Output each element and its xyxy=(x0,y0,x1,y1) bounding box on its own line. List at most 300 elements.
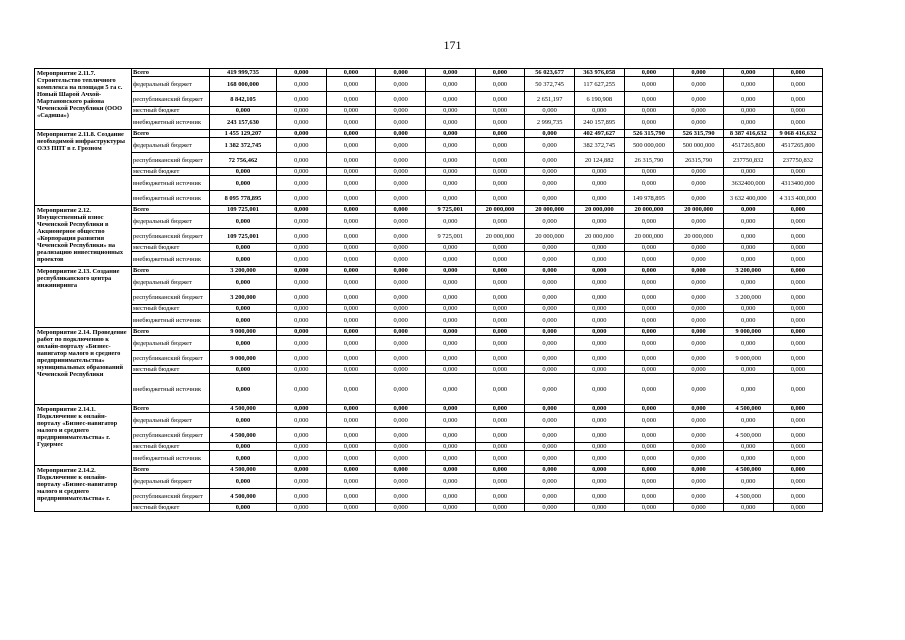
value-cell: 0,000 xyxy=(425,130,475,138)
value-cell: 0,000 xyxy=(475,466,525,474)
value-cell: 0,000 xyxy=(425,214,475,229)
value-cell: 0,000 xyxy=(773,374,823,405)
value-cell: 0,000 xyxy=(326,191,376,206)
value-cell: 0,000 xyxy=(326,313,376,328)
value-cell: 0,000 xyxy=(674,214,724,229)
value-cell: 0,000 xyxy=(773,107,823,115)
value-cell: 0,000 xyxy=(277,489,327,504)
value-cell: 0,000 xyxy=(574,328,624,336)
value-cell: 0,000 xyxy=(674,451,724,466)
funding-source: местный бюджет xyxy=(132,305,210,313)
value-cell: 0,000 xyxy=(376,77,426,92)
value-cell: 0,000 xyxy=(773,413,823,428)
value-cell: 0,000 xyxy=(574,504,624,512)
value-cell: 0,000 xyxy=(674,328,724,336)
value-cell: 0,000 xyxy=(326,107,376,115)
value-cell: 0,000 xyxy=(475,153,525,168)
value-cell: 0,000 xyxy=(674,374,724,405)
value-cell: 0,000 xyxy=(574,489,624,504)
value-cell: 0,000 xyxy=(624,252,674,267)
funding-source: федеральный бюджет xyxy=(132,77,210,92)
value-cell: 0,000 xyxy=(574,413,624,428)
value-cell: 0,000 xyxy=(425,413,475,428)
value-cell: 0,000 xyxy=(723,313,773,328)
value-cell: 0,000 xyxy=(277,214,327,229)
value-cell: 0,000 xyxy=(723,374,773,405)
value-cell: 0,000 xyxy=(773,366,823,374)
total-cell: 0,000 xyxy=(210,443,277,451)
total-cell: 4 500,000 xyxy=(210,428,277,443)
funding-source: республиканский бюджет xyxy=(132,489,210,504)
value-cell: 0,000 xyxy=(326,336,376,351)
value-cell: 0,000 xyxy=(525,405,575,413)
value-cell: 117 627,255 xyxy=(574,77,624,92)
funding-source: местный бюджет xyxy=(132,366,210,374)
value-cell: 0,000 xyxy=(723,168,773,176)
value-cell: 0,000 xyxy=(475,351,525,366)
value-cell: 0,000 xyxy=(376,313,426,328)
value-cell: 0,000 xyxy=(674,428,724,443)
value-cell: 0,000 xyxy=(376,489,426,504)
value-cell: 0,000 xyxy=(326,451,376,466)
value-cell: 0,000 xyxy=(277,504,327,512)
value-cell: 0,000 xyxy=(475,69,525,77)
value-cell: 0,000 xyxy=(475,138,525,153)
total-cell: 0,000 xyxy=(210,107,277,115)
total-cell: 0,000 xyxy=(210,451,277,466)
total-cell: 0,000 xyxy=(210,176,277,191)
value-cell: 0,000 xyxy=(277,275,327,290)
value-cell: 0,000 xyxy=(525,153,575,168)
value-cell: 0,000 xyxy=(674,413,724,428)
value-cell: 0,000 xyxy=(425,244,475,252)
value-cell: 0,000 xyxy=(475,176,525,191)
value-cell: 0,000 xyxy=(574,244,624,252)
total-cell: 0,000 xyxy=(210,214,277,229)
value-cell: 0,000 xyxy=(277,191,327,206)
value-cell: 0,000 xyxy=(425,77,475,92)
funding-source: федеральный бюджет xyxy=(132,214,210,229)
value-cell: 0,000 xyxy=(277,115,327,130)
value-cell: 0,000 xyxy=(773,290,823,305)
total-cell: 109 725,001 xyxy=(210,229,277,244)
value-cell: 0,000 xyxy=(574,374,624,405)
value-cell: 0,000 xyxy=(475,252,525,267)
value-cell: 0,000 xyxy=(376,336,426,351)
value-cell: 0,000 xyxy=(376,191,426,206)
value-cell: 0,000 xyxy=(376,130,426,138)
value-cell: 0,000 xyxy=(277,69,327,77)
measure-name: Мероприятие 2.14. Проведение работ по подключению к онлайн-порталу «Бизнес-навигатор малого и среднего предпринимательства» муниципальных образований Чеченской Республики xyxy=(35,328,132,405)
value-cell: 0,000 xyxy=(723,244,773,252)
value-cell: 0,000 xyxy=(674,466,724,474)
value-cell: 20 000,000 xyxy=(574,229,624,244)
value-cell: 0,000 xyxy=(326,489,376,504)
value-cell: 0,000 xyxy=(277,206,327,214)
funding-source: Всего xyxy=(132,130,210,138)
value-cell: 0,000 xyxy=(624,305,674,313)
value-cell: 0,000 xyxy=(525,451,575,466)
total-cell: 243 157,630 xyxy=(210,115,277,130)
value-cell: 0,000 xyxy=(376,229,426,244)
value-cell: 0,000 xyxy=(624,328,674,336)
value-cell: 0,000 xyxy=(723,92,773,107)
value-cell: 0,000 xyxy=(376,115,426,130)
value-cell: 0,000 xyxy=(624,489,674,504)
value-cell: 0,000 xyxy=(475,275,525,290)
value-cell: 0,000 xyxy=(574,267,624,275)
table-row xyxy=(35,275,873,290)
value-cell: 0,000 xyxy=(674,77,724,92)
value-cell: 50 372,745 xyxy=(525,77,575,92)
measure-name: Мероприятие 2.14.2. Подключение к онлайн-порталу «Бизнес-навигатор малого и среднего предпринимательства» г. xyxy=(35,466,132,512)
value-cell: 237750,832 xyxy=(723,153,773,168)
value-cell: 0,000 xyxy=(624,313,674,328)
value-cell: 0,000 xyxy=(773,244,823,252)
value-cell: 0,000 xyxy=(475,451,525,466)
value-cell: 0,000 xyxy=(326,77,376,92)
value-cell: 3 632 400,000 xyxy=(723,191,773,206)
value-cell: 6 190,908 xyxy=(574,92,624,107)
funding-source: федеральный бюджет xyxy=(132,474,210,489)
value-cell: 0,000 xyxy=(674,168,724,176)
value-cell: 20 000,000 xyxy=(574,206,624,214)
value-cell: 0,000 xyxy=(574,275,624,290)
value-cell: 20 000,000 xyxy=(475,206,525,214)
table-row xyxy=(35,168,873,176)
funding-source: республиканский бюджет xyxy=(132,92,210,107)
value-cell: 0,000 xyxy=(326,252,376,267)
value-cell: 0,000 xyxy=(624,413,674,428)
value-cell: 0,000 xyxy=(326,275,376,290)
value-cell: 3 200,000 xyxy=(723,267,773,275)
table-row xyxy=(35,130,873,138)
value-cell: 20 000,000 xyxy=(624,206,674,214)
value-cell: 0,000 xyxy=(773,305,823,313)
value-cell: 0,000 xyxy=(674,366,724,374)
value-cell: 526 315,790 xyxy=(674,130,724,138)
total-cell: 0,000 xyxy=(210,504,277,512)
value-cell: 0,000 xyxy=(574,351,624,366)
value-cell: 4 500,000 xyxy=(723,466,773,474)
value-cell: 0,000 xyxy=(624,451,674,466)
value-cell: 0,000 xyxy=(574,252,624,267)
value-cell: 0,000 xyxy=(525,474,575,489)
value-cell: 0,000 xyxy=(326,206,376,214)
funding-source: республиканский бюджет xyxy=(132,153,210,168)
value-cell: 0,000 xyxy=(425,328,475,336)
value-cell: 0,000 xyxy=(475,413,525,428)
value-cell: 0,000 xyxy=(674,275,724,290)
value-cell: 26 315,790 xyxy=(624,153,674,168)
value-cell: 9 725,001 xyxy=(425,206,475,214)
value-cell: 0,000 xyxy=(525,336,575,351)
funding-source: местный бюджет xyxy=(132,107,210,115)
value-cell: 0,000 xyxy=(277,328,327,336)
value-cell: 0,000 xyxy=(475,168,525,176)
value-cell: 0,000 xyxy=(525,313,575,328)
value-cell: 0,000 xyxy=(425,115,475,130)
value-cell: 0,000 xyxy=(525,374,575,405)
value-cell: 0,000 xyxy=(525,466,575,474)
value-cell: 0,000 xyxy=(326,130,376,138)
value-cell: 0,000 xyxy=(376,413,426,428)
value-cell: 0,000 xyxy=(525,176,575,191)
value-cell: 0,000 xyxy=(425,92,475,107)
value-cell: 56 023,677 xyxy=(525,69,575,77)
value-cell: 0,000 xyxy=(674,244,724,252)
value-cell: 0,000 xyxy=(574,366,624,374)
value-cell: 0,000 xyxy=(624,244,674,252)
measure-name: Мероприятие 2.11.8. Создание необходимой инфраструктуры ОЭЗ ППТ в г. Грозном xyxy=(35,130,132,206)
value-cell: 402 497,627 xyxy=(574,130,624,138)
funding-source: федеральный бюджет xyxy=(132,336,210,351)
funding-source: Всего xyxy=(132,206,210,214)
value-cell: 0,000 xyxy=(277,451,327,466)
funding-source: внебюджетный источник xyxy=(132,374,210,405)
value-cell: 0,000 xyxy=(376,275,426,290)
table-row xyxy=(35,206,873,214)
funding-source: внебюджетный источник xyxy=(132,313,210,328)
value-cell: 0,000 xyxy=(277,92,327,107)
funding-source: федеральный бюджет xyxy=(132,138,210,153)
value-cell: 0,000 xyxy=(624,168,674,176)
value-cell: 0,000 xyxy=(326,405,376,413)
value-cell: 0,000 xyxy=(326,176,376,191)
total-cell: 0,000 xyxy=(210,336,277,351)
value-cell: 382 372,745 xyxy=(574,138,624,153)
value-cell: 0,000 xyxy=(624,474,674,489)
value-cell: 4 313 400,000 xyxy=(773,191,823,206)
value-cell: 0,000 xyxy=(773,229,823,244)
value-cell: 0,000 xyxy=(475,336,525,351)
total-cell: 9 000,000 xyxy=(210,328,277,336)
total-cell: 4 500,000 xyxy=(210,489,277,504)
value-cell: 0,000 xyxy=(277,244,327,252)
total-cell: 0,000 xyxy=(210,474,277,489)
total-cell: 8 095 778,895 xyxy=(210,191,277,206)
table-row xyxy=(35,107,873,115)
value-cell: 0,000 xyxy=(425,374,475,405)
value-cell: 0,000 xyxy=(475,290,525,305)
value-cell: 2 999,735 xyxy=(525,115,575,130)
table-row xyxy=(35,191,873,206)
value-cell: 9 000,000 xyxy=(723,351,773,366)
table-row xyxy=(35,504,873,512)
value-cell: 0,000 xyxy=(326,153,376,168)
value-cell: 0,000 xyxy=(376,451,426,466)
funding-source: внебюджетный источник xyxy=(132,176,210,191)
value-cell: 0,000 xyxy=(475,328,525,336)
value-cell: 0,000 xyxy=(723,229,773,244)
value-cell: 0,000 xyxy=(674,252,724,267)
value-cell: 0,000 xyxy=(376,290,426,305)
value-cell: 0,000 xyxy=(326,69,376,77)
value-cell: 0,000 xyxy=(723,443,773,451)
value-cell: 0,000 xyxy=(525,443,575,451)
total-cell: 3 200,000 xyxy=(210,267,277,275)
value-cell: 0,000 xyxy=(674,405,724,413)
funding-source: внебюджетный источник xyxy=(132,115,210,130)
value-cell: 0,000 xyxy=(326,374,376,405)
value-cell: 0,000 xyxy=(674,176,724,191)
value-cell: 0,000 xyxy=(674,305,724,313)
value-cell: 0,000 xyxy=(624,374,674,405)
value-cell: 0,000 xyxy=(624,405,674,413)
value-cell: 0,000 xyxy=(773,443,823,451)
value-cell: 0,000 xyxy=(425,153,475,168)
total-cell: 4 500,000 xyxy=(210,466,277,474)
value-cell: 0,000 xyxy=(425,351,475,366)
value-cell: 4 500,000 xyxy=(723,428,773,443)
value-cell: 0,000 xyxy=(773,474,823,489)
value-cell: 0,000 xyxy=(277,267,327,275)
funding-source: Всего xyxy=(132,405,210,413)
value-cell: 0,000 xyxy=(425,336,475,351)
value-cell: 0,000 xyxy=(425,138,475,153)
value-cell: 0,000 xyxy=(574,336,624,351)
table-row xyxy=(35,451,873,466)
value-cell: 0,000 xyxy=(624,351,674,366)
value-cell: 0,000 xyxy=(773,214,823,229)
value-cell: 0,000 xyxy=(425,466,475,474)
funding-source: местный бюджет xyxy=(132,443,210,451)
value-cell: 0,000 xyxy=(277,229,327,244)
funding-source: местный бюджет xyxy=(132,244,210,252)
value-cell: 0,000 xyxy=(723,366,773,374)
value-cell: 0,000 xyxy=(525,489,575,504)
value-cell: 0,000 xyxy=(674,474,724,489)
total-cell: 1 455 129,207 xyxy=(210,130,277,138)
value-cell: 0,000 xyxy=(624,267,674,275)
value-cell: 0,000 xyxy=(624,176,674,191)
value-cell: 0,000 xyxy=(425,107,475,115)
value-cell: 26315,790 xyxy=(674,153,724,168)
value-cell: 2 651,197 xyxy=(525,92,575,107)
value-cell: 0,000 xyxy=(475,489,525,504)
value-cell: 0,000 xyxy=(425,474,475,489)
value-cell: 0,000 xyxy=(425,69,475,77)
value-cell: 0,000 xyxy=(525,504,575,512)
value-cell: 0,000 xyxy=(773,267,823,275)
value-cell: 0,000 xyxy=(475,115,525,130)
value-cell: 0,000 xyxy=(376,138,426,153)
table-row xyxy=(35,405,873,413)
value-cell: 0,000 xyxy=(425,267,475,275)
value-cell: 0,000 xyxy=(525,328,575,336)
value-cell: 0,000 xyxy=(277,290,327,305)
value-cell: 0,000 xyxy=(376,466,426,474)
value-cell: 0,000 xyxy=(475,191,525,206)
value-cell: 0,000 xyxy=(624,92,674,107)
value-cell: 0,000 xyxy=(624,214,674,229)
value-cell: 0,000 xyxy=(624,115,674,130)
value-cell: 0,000 xyxy=(376,107,426,115)
table-row xyxy=(35,489,873,504)
value-cell: 0,000 xyxy=(425,451,475,466)
value-cell: 0,000 xyxy=(574,428,624,443)
value-cell: 0,000 xyxy=(277,176,327,191)
value-cell: 0,000 xyxy=(277,366,327,374)
table-row xyxy=(35,252,873,267)
value-cell: 0,000 xyxy=(624,466,674,474)
value-cell: 0,000 xyxy=(624,77,674,92)
value-cell: 0,000 xyxy=(376,206,426,214)
value-cell: 0,000 xyxy=(277,474,327,489)
table-row xyxy=(35,69,873,77)
value-cell: 0,000 xyxy=(674,191,724,206)
funding-source: Всего xyxy=(132,466,210,474)
value-cell: 0,000 xyxy=(773,328,823,336)
value-cell: 0,000 xyxy=(525,107,575,115)
value-cell: 9 725,001 xyxy=(425,229,475,244)
value-cell: 0,000 xyxy=(773,466,823,474)
value-cell: 0,000 xyxy=(574,405,624,413)
value-cell: 0,000 xyxy=(773,489,823,504)
value-cell: 0,000 xyxy=(525,290,575,305)
value-cell: 0,000 xyxy=(475,92,525,107)
value-cell: 0,000 xyxy=(376,153,426,168)
value-cell: 0,000 xyxy=(624,290,674,305)
value-cell: 20 000,000 xyxy=(624,229,674,244)
funding-source: Всего xyxy=(132,328,210,336)
value-cell: 0,000 xyxy=(376,92,426,107)
value-cell: 4 500,000 xyxy=(723,405,773,413)
table-row xyxy=(35,138,873,153)
total-cell: 168 000,000 xyxy=(210,77,277,92)
value-cell: 0,000 xyxy=(376,428,426,443)
value-cell: 0,000 xyxy=(425,428,475,443)
value-cell: 0,000 xyxy=(525,138,575,153)
value-cell: 0,000 xyxy=(723,77,773,92)
value-cell: 0,000 xyxy=(574,214,624,229)
value-cell: 0,000 xyxy=(723,115,773,130)
value-cell: 0,000 xyxy=(674,351,724,366)
value-cell: 0,000 xyxy=(773,504,823,512)
value-cell: 0,000 xyxy=(773,168,823,176)
total-cell: 0,000 xyxy=(210,252,277,267)
funding-source: внебюджетный источник xyxy=(132,451,210,466)
value-cell: 0,000 xyxy=(674,336,724,351)
value-cell: 0,000 xyxy=(773,69,823,77)
value-cell: 20 000,000 xyxy=(674,206,724,214)
funding-source: республиканский бюджет xyxy=(132,351,210,366)
value-cell: 0,000 xyxy=(773,92,823,107)
value-cell: 0,000 xyxy=(277,153,327,168)
value-cell: 0,000 xyxy=(525,244,575,252)
value-cell: 0,000 xyxy=(723,336,773,351)
value-cell: 0,000 xyxy=(326,267,376,275)
table-row xyxy=(35,374,873,405)
value-cell: 0,000 xyxy=(723,474,773,489)
value-cell: 0,000 xyxy=(624,69,674,77)
value-cell: 0,000 xyxy=(525,130,575,138)
table-row xyxy=(35,77,873,92)
total-cell: 1 382 372,745 xyxy=(210,138,277,153)
value-cell: 0,000 xyxy=(674,267,724,275)
value-cell: 526 315,790 xyxy=(624,130,674,138)
table-row xyxy=(35,244,873,252)
measure-name: Мероприятие 2.13. Создание республиканского центра инжиниринга xyxy=(35,267,132,328)
table-row xyxy=(35,443,873,451)
total-cell: 8 842,105 xyxy=(210,92,277,107)
value-cell: 0,000 xyxy=(326,328,376,336)
value-cell: 0,000 xyxy=(525,275,575,290)
table-row xyxy=(35,366,873,374)
value-cell: 0,000 xyxy=(574,451,624,466)
value-cell: 0,000 xyxy=(277,374,327,405)
value-cell: 363 976,058 xyxy=(574,69,624,77)
